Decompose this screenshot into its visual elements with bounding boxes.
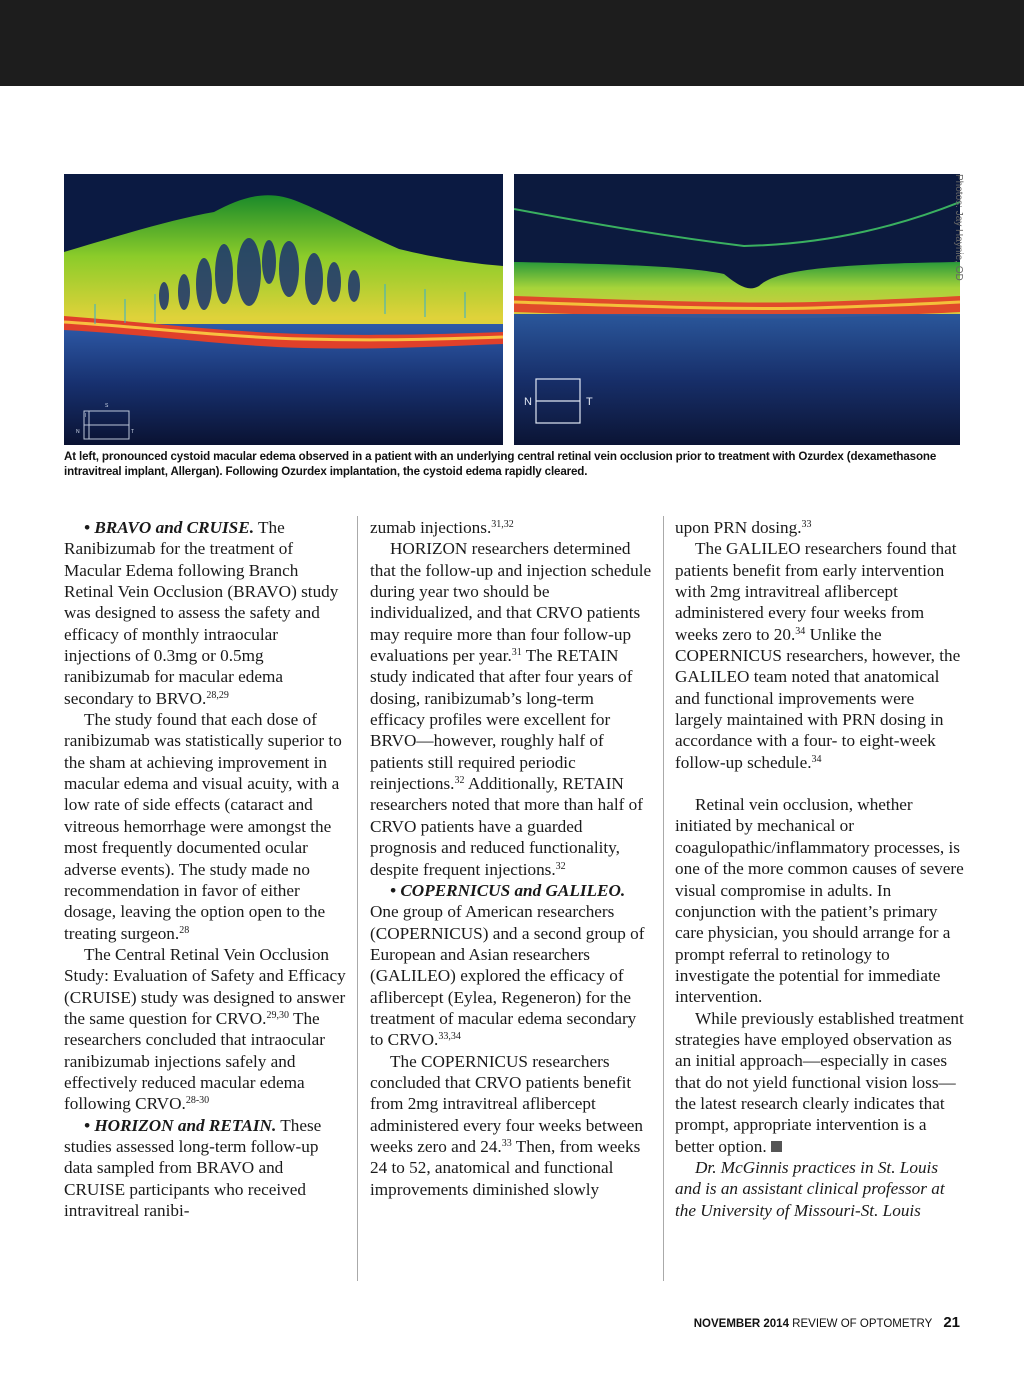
top-banner [0, 0, 1024, 86]
paragraph: The COPERNICUS researchers concluded that CRVO patients benefit from 2mg intravitreal aflibercept administered every four weeks between weeks zero and 24.33 Then, from weeks 24 to 52, anatomical and functional improvements diminished slowly [370, 1051, 643, 1199]
oct-image-after-treatment [514, 174, 960, 445]
page-number: 21 [943, 1314, 960, 1331]
paragraph: The Central Retinal Vein Occlusion Study: Evaluation of Safety and Efficacy (CRUISE) study was designed to answer the same question for CRVO.$^{29,30}$ The researchers concluded that intraocular ranibizumab injections safely and effectively reduced macular edema following CRVO.$^{28-30}$ [64, 944, 346, 1114]
oct-marker-i: I [85, 413, 87, 419]
oct-image-cystoid-edema [64, 174, 503, 445]
figure-caption: At left, pronounced cystoid macular edema observed in a patient with an underlying central retinal vein occlusion prior to treatment with Ozurdex (dexamethasone intravitreal implant, Allergan). Following Ozurdex implantation, the cystoid edema rapidly cleared. [64, 450, 937, 478]
paragraph: The GALILEO researchers found that patients benefit from early intervention with 2mg intravitreal aflibercept administered every four weeks from weeks zero to 20.34 Unlike the COPERNICUS researchers, however, the GALILEO team noted that anatomical and functional improvements were largely maintained with PRN dosing in accordance with a four- to eight-week follow-up schedule.$^{34}$ [675, 539, 961, 772]
paragraph: The study found that each dose of ranibizumab was statistically superior to the sham at achieving improvement in macular edema and visual acuity, with a low rate of side effects (cataract and vitreous hemorrhage were amongst the most frequently documented ocular adverse events). The study made no recommendation in favor of either dosage, leaving the option open to the treating surgeon.$^{28}$ [64, 710, 342, 943]
paragraph: • BRAVO and CRUISE. The Ranibizumab for the treatment of Macular Edema following Branch Retinal Vein Occlusion (BRAVO) study was designed to assess the safety and efficacy of monthly intraocular injections of 0.3mg or 0.5mg ranibizumab for macular edema secondary to BRVO.$^{28,29}$ [64, 518, 339, 708]
paragraph: upon PRN dosing.$^{33}$ [675, 518, 812, 537]
column-rule [663, 516, 664, 1281]
paragraph: • HORIZON and RETAIN. These studies assessed long-term follow-up data sampled from BRAVO and CRUISE participants who received intravitreal ranibi- [64, 1115, 322, 1220]
photo-credit: Photos: Jay Haynie, OD [953, 174, 964, 281]
page-footer [694, 1314, 960, 1331]
paragraph: zumab injections.$^{31,32}$ [370, 518, 514, 537]
paragraph: While previously established treatment strategies have employed observation as an initial approach—especially in cases that do not yield functional vision loss—the latest research clearly indicates that prompt, appropriate intervention is a better option. [675, 1008, 964, 1156]
author-bio: Dr. McGinnis practices in St. Louis and is an assistant clinical professor at the University of Missouri-St. Louis [675, 1157, 945, 1220]
oct-marker-t: T [586, 396, 593, 408]
oct-marker-s: S [105, 403, 109, 409]
paragraph: HORIZON researchers determined that the follow-up and injection schedule during year two should be individualized, and that CRVO patients may require more than four follow-up evaluations per year.$^{31}$ The RETAIN study indicated that after four years of dosing, ranibizumab’s long-term efficacy profiles were excellent for BRVO—however, roughly half of patients still required periodic reinjections.$^{32}$ Additionally, RETAIN researchers noted that more than half of CRVO patients have a guarded prognosis and reduced functionality, despite frequent injections.$^{32}$ [370, 539, 652, 879]
magazine-name: REVIEW OF OPTOMETRY [792, 1318, 933, 1330]
end-mark-icon [771, 1141, 782, 1152]
paragraph: • COPERNICUS and GALILEO. One group of American researchers (COPERNICUS) and a second group of European and Asian researchers (GALILEO) explored the efficacy of aflibercept (Eylea, Regeneron) for the treatment of macular edema secondary to CRVO.$^{33,34}$ [370, 880, 645, 1050]
issue-date: NOVEMBER 2014 [693, 1318, 789, 1330]
article-column-3 [675, 517, 965, 1221]
oct-marker-t: T [131, 429, 135, 435]
paragraph-gap [675, 773, 965, 794]
article-column-1 [64, 517, 346, 1221]
column-rule [357, 516, 358, 1281]
paragraph: Retinal vein occlusion, whether initiated by mechanical or coagulopathic/inflammatory processes, is one of the more common causes of severe visual compromise in adults. In conjunction with the patient’s primary care physician, you should arrange for a prompt referral to retinology to investigate the potential for immediate intervention. [675, 795, 964, 1007]
article-column-2 [370, 517, 652, 1200]
oct-marker-n: N [524, 396, 532, 408]
oct-marker-n: N [76, 429, 80, 435]
